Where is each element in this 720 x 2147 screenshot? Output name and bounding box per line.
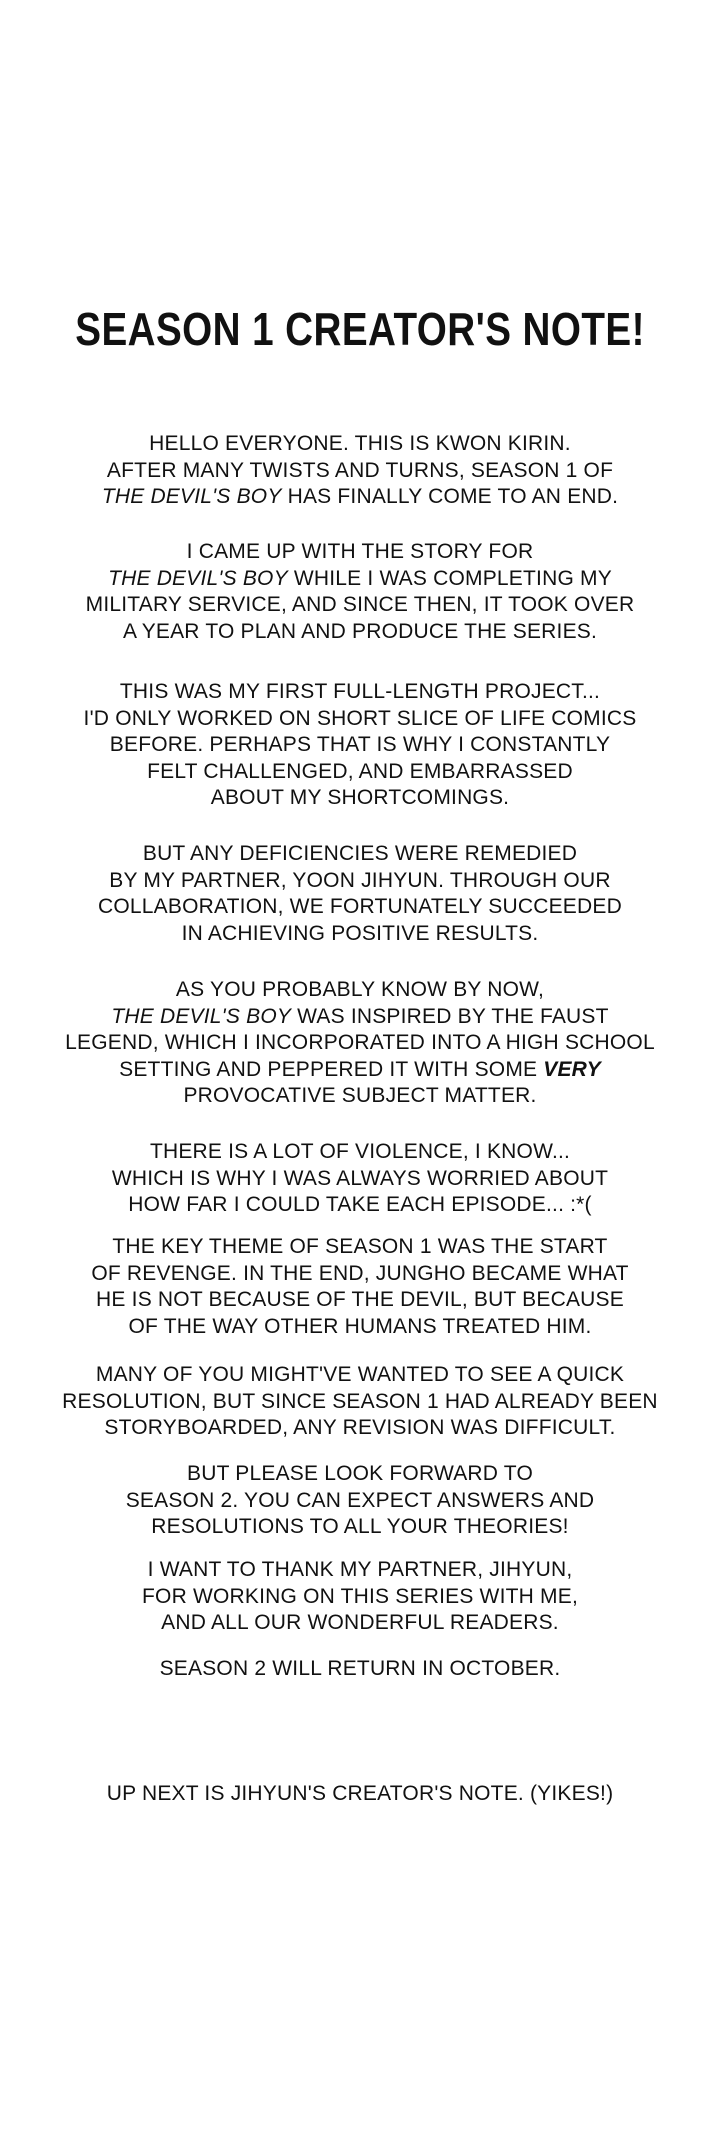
note-text: RESOLUTION, BUT SINCE SEASON 1 HAD ALREADY BEEN — [62, 1389, 658, 1413]
note-line — [0, 1004, 720, 1031]
note-paragraph — [0, 841, 720, 947]
note-line — [0, 1461, 720, 1488]
note-text: HOW FAR I COULD TAKE EACH EPISODE... :*( — [128, 1193, 592, 1217]
note-text: OF THE WAY OTHER HUMANS TREATED HIM. — [128, 1314, 592, 1338]
note-line — [0, 1287, 720, 1314]
page-title-container — [0, 302, 720, 356]
note-paragraph — [0, 539, 720, 645]
note-text: AFTER MANY TWISTS AND TURNS, SEASON 1 OF — [106, 458, 614, 482]
note-text: WAS INSPIRED BY THE FAUST — [291, 1004, 609, 1028]
note-line — [0, 977, 720, 1004]
note-line — [0, 484, 720, 511]
note-line — [0, 1314, 720, 1341]
note-text: PROVOCATIVE SUBJECT MATTER. — [183, 1084, 537, 1108]
note-line — [0, 706, 720, 733]
note-paragraph — [0, 1234, 720, 1340]
note-line — [0, 539, 720, 566]
note-text: RESOLUTIONS TO ALL YOUR THEORIES! — [151, 1515, 569, 1539]
note-line — [0, 785, 720, 812]
series-title-text: THE DEVIL'S BOY — [111, 1004, 292, 1028]
note-text: UP NEXT IS JIHYUN'S CREATOR'S NOTE. (YIKES!) — [106, 1782, 614, 1805]
note-line — [0, 619, 720, 646]
note-paragraph — [0, 977, 720, 1110]
note-text: THE KEY THEME OF SEASON 1 WAS THE START — [112, 1235, 608, 1258]
note-text: FELT CHALLENGED, AND EMBARRASSED — [147, 759, 573, 783]
note-text: BY MY PARTNER, YOON JIHYUN. THROUGH OUR — [109, 868, 611, 892]
note-line — [0, 431, 720, 458]
note-text: SETTING AND PEPPERED IT WITH SOME — [119, 1057, 544, 1081]
note-line — [0, 868, 720, 895]
note-line — [0, 732, 720, 759]
note-line — [0, 1139, 720, 1166]
note-line — [0, 841, 720, 868]
note-line — [0, 679, 720, 706]
note-text: COLLABORATION, WE FORTUNATELY SUCCEEDED — [98, 895, 622, 919]
note-line — [0, 1057, 720, 1084]
page-title: SEASON 1 CREATOR'S NOTE! — [75, 303, 645, 355]
note-text: WHICH IS WHY I WAS ALWAYS WORRIED ABOUT — [111, 1166, 609, 1190]
note-line — [0, 1610, 720, 1637]
note-text: IN ACHIEVING POSITIVE RESULTS. — [181, 921, 539, 945]
note-line — [0, 1781, 720, 1808]
note-line — [0, 1234, 720, 1261]
note-text: THERE IS A LOT OF VIOLENCE, I KNOW... — [149, 1140, 571, 1163]
note-line — [0, 1557, 720, 1584]
emphasis-text: VERY — [543, 1057, 601, 1081]
note-text: I'D ONLY WORKED ON SHORT SLICE OF LIFE COMICS — [83, 706, 637, 730]
note-line — [0, 759, 720, 786]
note-text: WHILE I WAS COMPLETING MY — [287, 566, 612, 590]
note-line — [0, 1415, 720, 1442]
note-text: I WANT TO THANK MY PARTNER, JIHYUN, — [147, 1558, 573, 1581]
note-text: HELLO EVERYONE. THIS IS KWON KIRIN. — [149, 432, 571, 455]
note-line — [0, 894, 720, 921]
note-text: FOR WORKING ON THIS SERIES WITH ME, — [142, 1584, 578, 1608]
note-paragraph — [0, 431, 720, 511]
note-line — [0, 1030, 720, 1057]
note-text: HE IS NOT BECAUSE OF THE DEVIL, BUT BECAUSE — [96, 1288, 624, 1312]
note-text: LEGEND, WHICH I INCORPORATED INTO A HIGH SCHOOL — [65, 1031, 655, 1055]
note-line — [0, 1389, 720, 1416]
note-line — [0, 1362, 720, 1389]
note-paragraph — [0, 1139, 720, 1219]
note-line — [0, 458, 720, 485]
note-text: THIS WAS MY FIRST FULL-LENGTH PROJECT... — [119, 680, 601, 703]
note-text: A YEAR TO PLAN AND PRODUCE THE SERIES. — [122, 619, 598, 643]
note-text: ABOUT MY SHORTCOMINGS. — [210, 786, 510, 810]
note-line — [0, 1192, 720, 1219]
note-paragraph — [0, 1362, 720, 1442]
note-line — [0, 566, 720, 593]
note-paragraph — [0, 1781, 720, 1808]
note-text: BUT PLEASE LOOK FORWARD TO — [187, 1462, 533, 1485]
note-text: HAS FINALLY COME TO AN END. — [281, 485, 619, 509]
note-text: BUT ANY DEFICIENCIES WERE REMEDIED — [142, 842, 578, 865]
note-text: STORYBOARDED, ANY REVISION WAS DIFFICULT. — [104, 1416, 616, 1440]
note-line — [0, 1261, 720, 1288]
note-paragraph — [0, 1656, 720, 1683]
note-line — [0, 921, 720, 948]
note-paragraph — [0, 1461, 720, 1541]
note-text: MILITARY SERVICE, AND SINCE THEN, IT TOOK OVER — [85, 593, 635, 617]
note-text: BEFORE. PERHAPS THAT IS WHY I CONSTANTLY — [109, 733, 611, 757]
note-line — [0, 1488, 720, 1515]
note-line — [0, 1656, 720, 1683]
note-text: OF REVENGE. IN THE END, JUNGHO BECAME WHAT — [91, 1261, 629, 1285]
note-text: MANY OF YOU MIGHT'VE WANTED TO SEE A QUICK — [95, 1363, 625, 1386]
note-line — [0, 1083, 720, 1110]
note-paragraph — [0, 679, 720, 812]
note-text: SEASON 2. YOU CAN EXPECT ANSWERS AND — [125, 1488, 595, 1512]
series-title-text: THE DEVIL'S BOY — [108, 566, 288, 590]
note-text: AS YOU PROBABLY KNOW BY NOW, — [175, 978, 545, 1001]
note-line — [0, 1166, 720, 1193]
note-line — [0, 1584, 720, 1611]
note-text: I CAME UP WITH THE STORY FOR — [186, 540, 534, 563]
note-line — [0, 1514, 720, 1541]
series-title-text: THE DEVIL'S BOY — [101, 485, 282, 509]
note-text: SEASON 2 WILL RETURN IN OCTOBER. — [159, 1657, 561, 1680]
note-line — [0, 592, 720, 619]
note-text: AND ALL OUR WONDERFUL READERS. — [161, 1611, 559, 1635]
note-paragraph — [0, 1557, 720, 1637]
